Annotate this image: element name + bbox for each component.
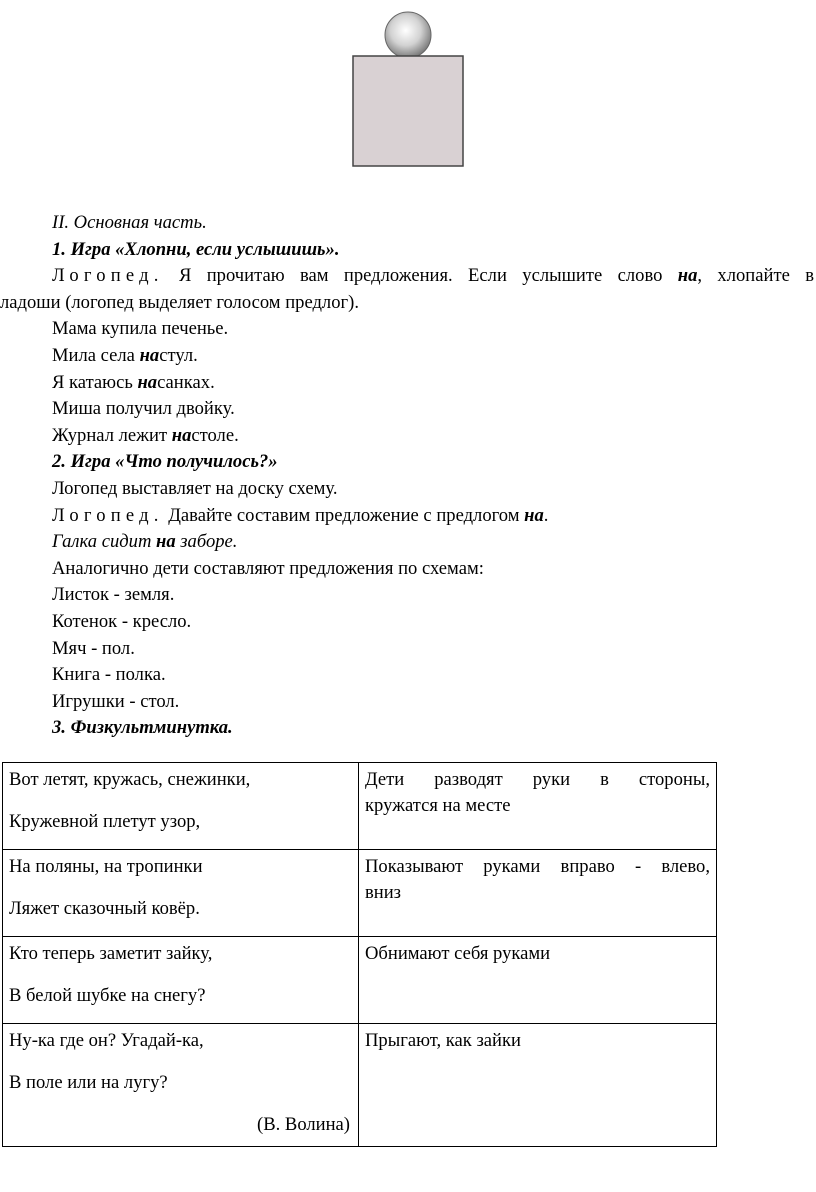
speaker-label: Логопед. [52, 504, 164, 526]
instruction-text-b: , хлопайте в [697, 265, 814, 287]
verse-line: Ну-ка где он? Угадай-ка, [9, 1030, 204, 1051]
preposition-na: на [139, 344, 160, 366]
game2-intro: Логопед выставляет на доску схему. [52, 477, 338, 499]
game1-instruction-line2: ладоши (логопед выделяет голосом предлог). [0, 291, 359, 313]
sentence-text: столе. [191, 424, 239, 446]
sentence-text: Миша получил двойку. [52, 398, 235, 420]
scheme-2: Котенок - кресло. [52, 610, 192, 632]
game2-example [0, 529, 816, 556]
verse-cell [3, 1024, 359, 1147]
game2-title: 2. Игра «Что получилось?» [52, 451, 278, 473]
sentence-4 [0, 396, 816, 423]
table-row [3, 850, 717, 937]
keyword-na: на [677, 265, 698, 287]
verse-line: Кто теперь заметит зайку, [9, 943, 213, 964]
section-heading: II. Основная часть. [52, 212, 207, 233]
table-row [3, 1024, 717, 1147]
sentence-text: санках. [157, 371, 215, 393]
sentence-text: Мила села [52, 344, 140, 366]
ball-shape [385, 12, 431, 58]
table-row [3, 937, 717, 1024]
action-line: кружатся на месте [365, 795, 511, 816]
preposition-na: на [137, 371, 158, 393]
scheme-5: Игрушки - стол. [52, 690, 180, 712]
sentence-1 [0, 316, 816, 343]
game1-instruction-line1 [0, 263, 816, 290]
verse-line: Вот летят, кружась, снежинки, [9, 769, 251, 790]
verse-line: В поле или на лугу? [9, 1072, 168, 1093]
exercise-title: 3. Физкультминутка. [52, 717, 233, 739]
sentence-text: Я катаюсь [52, 371, 138, 393]
ball-on-square-illustration [350, 8, 466, 168]
sentence-text: стул. [159, 344, 198, 366]
verse-line: Ляжет сказочный ковёр. [9, 898, 200, 919]
preposition-na: на [156, 531, 176, 553]
sentence-text: Мама купила печенье. [52, 318, 229, 340]
verse-cell [3, 937, 359, 1024]
prompt-text: Давайте составим предложение с предлогом [163, 504, 525, 526]
speaker-label: Логопед. [52, 265, 164, 287]
exercise-table [2, 762, 717, 1147]
poem-author: (В. Волина) [257, 1114, 350, 1135]
sentence-2 [0, 343, 816, 370]
square-shape [353, 56, 463, 166]
scheme-4: Книга - полка. [52, 664, 166, 686]
action-line: вниз [365, 882, 402, 903]
keyword-na: на [524, 504, 544, 526]
action-line: Показывают руками вправо - влево, [365, 856, 710, 877]
example-text: заборе. [175, 531, 238, 553]
sentence-5 [0, 423, 816, 450]
verse-cell [3, 850, 359, 937]
action-cell [359, 937, 717, 1024]
instruction-text-a: Я прочитаю вам предложения. Если услышите слово [163, 265, 678, 287]
scheme-3: Мяч - пол. [52, 637, 135, 659]
sentence-3 [0, 370, 816, 397]
example-text: Галка сидит [52, 531, 157, 553]
sentence-text: Журнал лежит [52, 424, 172, 446]
action-line: Прыгают, как зайки [365, 1030, 521, 1051]
verse-line: На поляны, на тропинки [9, 856, 203, 877]
action-line: Обнимают себя руками [365, 943, 551, 964]
table-row [3, 763, 717, 850]
action-cell [359, 850, 717, 937]
action-cell [359, 763, 717, 850]
action-cell [359, 1024, 717, 1147]
verse-line: Кружевной плетут узор, [9, 811, 201, 832]
game2-note: Аналогично дети составляют предложения по схемам: [52, 557, 484, 579]
verse-line: В белой шубке на снегу? [9, 985, 206, 1006]
game1-title: 1. Игра «Хлопни, если услышишь». [52, 238, 340, 260]
action-line: Дети разводят руки в стороны, [365, 769, 710, 790]
scheme-1: Листок - земля. [52, 584, 175, 606]
game2-prompt [0, 503, 816, 530]
prompt-end: . [543, 504, 549, 526]
verse-cell [3, 763, 359, 850]
lesson-text [0, 210, 816, 742]
preposition-na: на [171, 424, 192, 446]
